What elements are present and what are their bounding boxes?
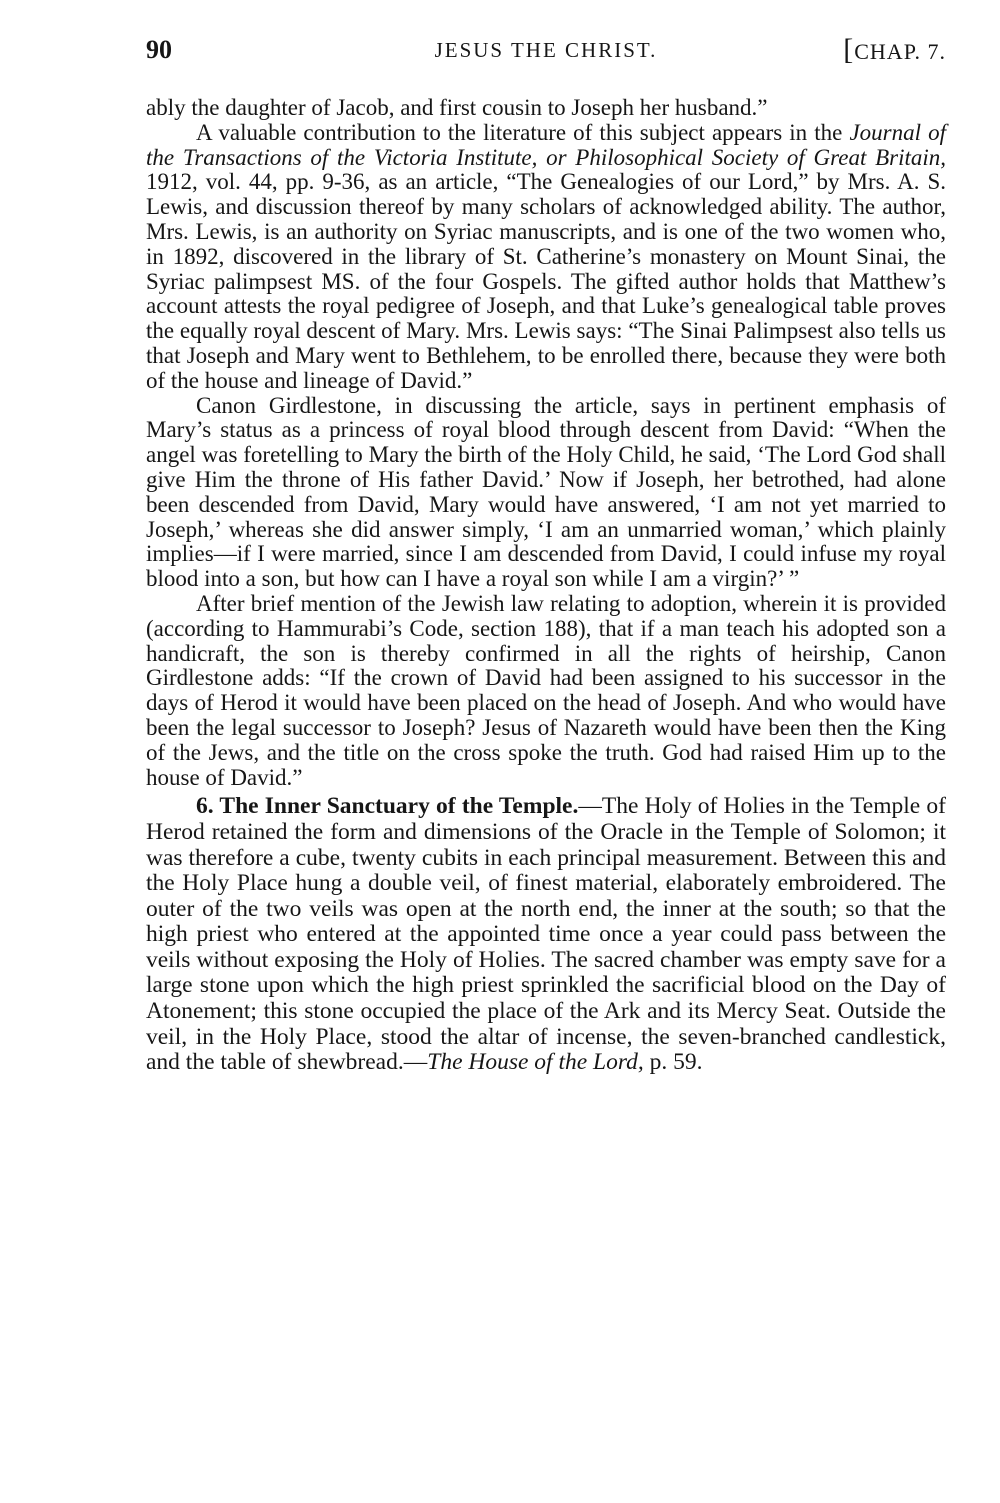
- source-title: The House of the Lord,: [427, 1049, 644, 1076]
- paragraph-lewis-intro: A valuable contribution to the literature of this subject appears in the: [196, 119, 850, 145]
- paragraph-continued: ably the daughter of Jacob, and first cousin to Joseph her husband.”: [146, 95, 768, 120]
- running-head: [146, 34, 946, 66]
- paragraph-girdlestone: Canon Girdlestone, in discussing the article, says in pertinent emphasis of Mary’s status as a princess of royal blood through descent from David: “When the angel was foretelling to Mary the birth of the Holy Child, he said, ‘The Lord God shall give Him the throne of His father David.’ Now if Joseph, her betrothed, had alone been descended from David, Mary would have answered, ‘I am not yet married to Joseph,’ whereas she did answer simply, ‘I am an unmarried woman,’ which plainly implies—if I were married, since I am descended from David, I could infuse my royal blood into a son, but how can I have a royal son while I am a virgin?’ ”: [146, 392, 946, 592]
- paragraph-lewis: [146, 121, 946, 394]
- paragraph-lewis-body: 1912, vol. 44, pp. 9-36, as an article, “The Genealogies of our Lord,” by Mrs. A. S. Lewis, and discussion thereof by many scholars of acknowledged ability. The author, Mrs. Lewis, is an authority on Syriac manuscripts, and is one of the two women who, in 1892, discovered in the library of St. Catherine’s monastery on Mount Sinai, the Syriac palimpsest MS. of the four Gospels. The gifted author holds that Matthew’s account attests the royal pedigree of Joseph, and that Luke’s genealogical table proves the equally royal descent of Mary. Mrs. Lewis says: “The Sinai Palimpsest also tells us that Joseph and Mary went to Bethlehem, to be enrolled there, because they were both of the house and lineage of David.”: [146, 169, 946, 393]
- chapter-bracket: [: [843, 33, 855, 66]
- chapter-label: [843, 34, 946, 68]
- paragraph-adoption: After brief mention of the Jewish law relating to adoption, wherein it is provided (according to Hammurabi’s Code, section 188), that if a man teach his adopted son a handicraft, the son is thereby confirmed in all the rights of heirship, Canon Girdlestone adds: “If the crown of David had been assigned to his successor in the days of Herod it would have been placed on the head of Joseph. And who would have been the legal successor to Joseph? Jesus of Nazareth would have been then the King of the Jews, and the title on the cross spoke the truth. God had raised Him up to the house of David.”: [146, 590, 946, 790]
- source-page: p. 59.: [643, 1049, 703, 1076]
- section-heading: 6. The Inner Sanctuary of the Temple.: [196, 793, 579, 820]
- chapter-text: CHAP. 7.: [854, 39, 946, 64]
- journal-title: Journal of the Transactions of the Victoria Institute, or Philosophical Society of Great Britain,: [146, 119, 946, 170]
- section-inner-sanctuary: [146, 794, 946, 1076]
- body-text: [146, 96, 946, 1076]
- page-number: 90: [146, 35, 172, 64]
- section-body: —The Holy of Holies in the Temple of Herod retained the form and dimensions of the Oracle in the Temple of Solomon; it was therefore a cube, twenty cubits in each principal measurement. Between this and the Holy Place hung a double veil, of finest material, elaborately embroidered. The outer of the two veils was open at the north end, the inner at the south; so that the high priest who entered at the appointed time once a year could pass between the veils without exposing the Holy of Holies. The sacred chamber was empty save for a large stone upon which the high priest sprinkled the sacrificial blood on the Day of Atonement; this stone occupied the place of the Ark and its Mercy Seat. Outside the veil, in the Holy Place, stood the altar of incense, the seven-branched candlestick, and the table of shewbread.—: [146, 793, 946, 1076]
- running-title: JESUS THE CHRIST.: [434, 38, 658, 62]
